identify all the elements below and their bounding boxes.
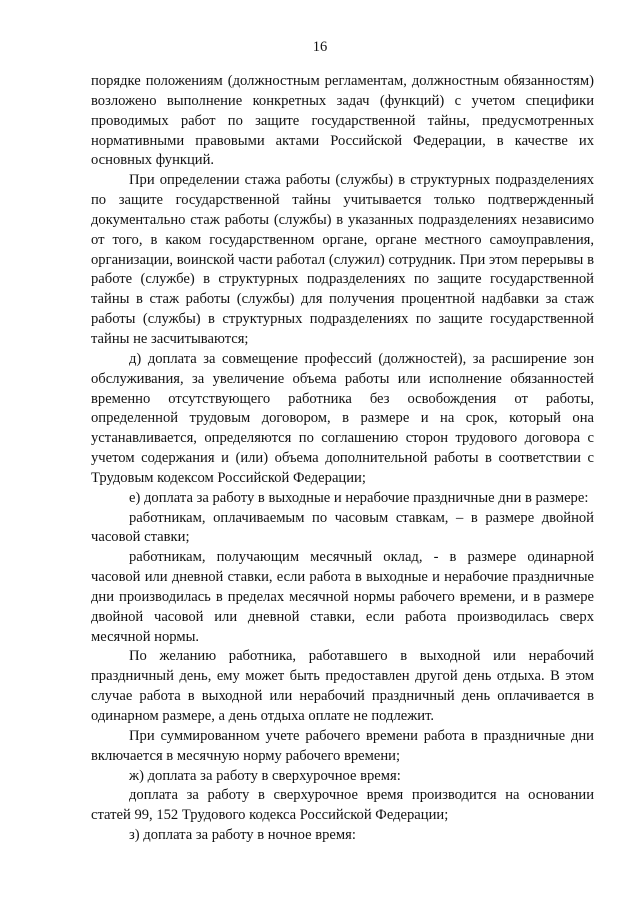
- paragraph: работникам, оплачиваемым по часовым ставкам, – в размере двойной часовой ставки;: [91, 509, 594, 546]
- paragraph: доплата за работу в сверхурочное время производится на основании статей 99, 152 Трудового кодекса Российской Федерации;: [91, 787, 594, 824]
- paragraph: е) доплата за работу в выходные и нерабочие праздничные дни в размере:: [129, 489, 589, 506]
- paragraph: При суммированном учете рабочего времени работа в праздничные дни включается в месячную норму рабочего времени;: [91, 727, 594, 764]
- paragraph: д) доплата за совмещение профессий (должностей), за расширение зон обслуживания, за увеличение объема работы или исполнение обязанностей временно отсутствующего работника без освобождения от работы, определенной трудовым договором, в размере и на срок, который она устанавливается, определяются по соглашению сторон трудового договора с учетом содержания и (или) объема дополнительной работы в соответствии с Трудовым кодексом Российской Федерации;: [91, 350, 594, 486]
- document-body: [91, 72, 594, 846]
- paragraph: з) доплата за работу в ночное время:: [129, 827, 356, 844]
- paragraph: работникам, получающим месячный оклад, - в размере одинарной часовой или дневной ставки, если работа в выходные и нерабочие праздничные дни производилась в пределах месячной нормы рабочего времени, и в размере двойной часовой или дневной ставки, если работа производилась сверх месячной нормы.: [91, 549, 594, 645]
- paragraph: При определении стажа работы (службы) в структурных подразделениях по защите государственной тайны учитывается только подтвержденный документально стаж работы (службы) в указанных подразделениях независимо от того, в каком государственном органе, органе местного самоуправления, организации, воинской части работал (служил) сотрудник. При этом перерывы в работе (службе) в структурных подразделениях по защите государственной тайны в стаж работы (службы) для получения процентной надбавки за стаж работы (службы) в структурных подразделениях по защите государственной тайны не засчитываются;: [91, 172, 594, 347]
- paragraph: По желанию работника, работавшего в выходной или нерабочий праздничный день, ему может быть предоставлен другой день отдыха. В этом случае работа в выходной или нерабочий праздничный день оплачивается в одинарном размере, а день отдыха оплате не подлежит.: [91, 648, 594, 724]
- paragraph: порядке положениям (должностным регламентам, должностным обязанностям) возложено выполнение конкретных задач (функций) с учетом специфики проводимых работ по защите государственной тайны, предусмотренных нормативными правовыми актами Российской Федерации, в качестве их основных функций.: [91, 73, 594, 169]
- paragraph: ж) доплата за работу в сверхурочное время:: [129, 767, 401, 784]
- page-number: 16: [312, 39, 328, 55]
